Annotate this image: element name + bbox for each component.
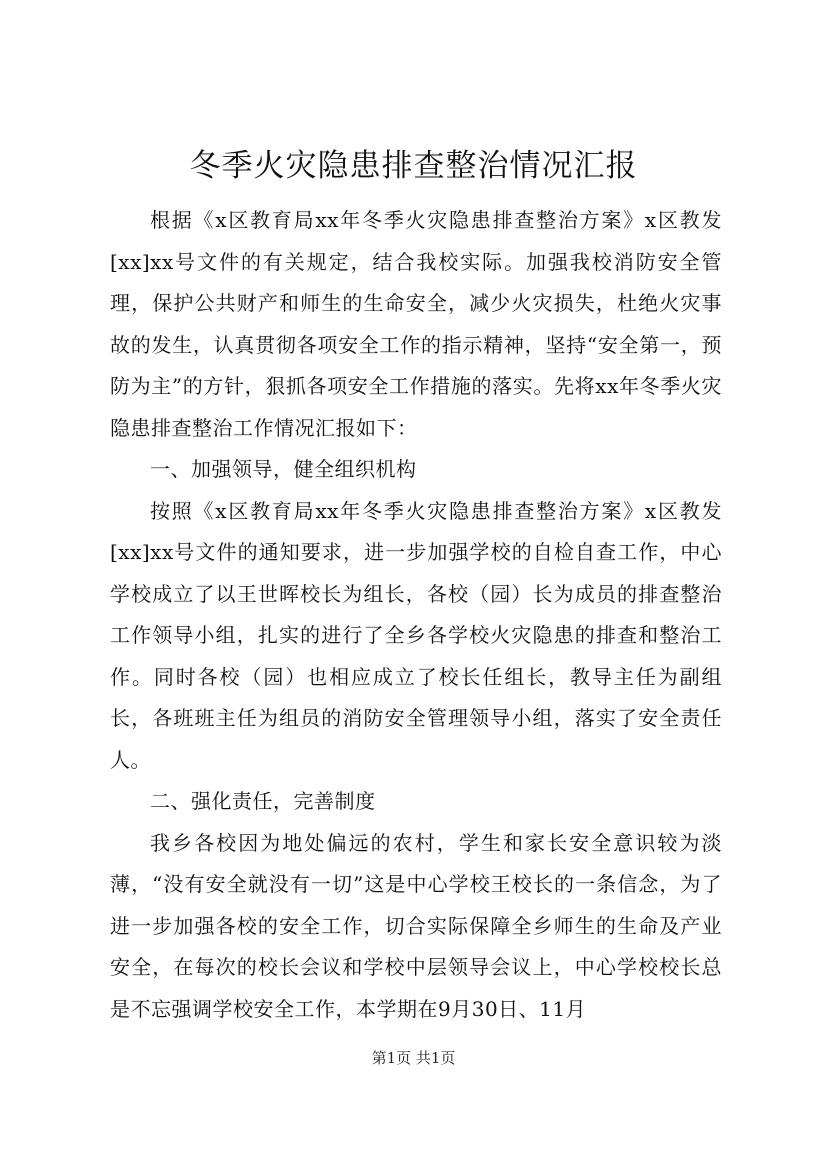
page-footer: 第1页 共1页 xyxy=(371,1049,456,1067)
section-2-paragraph: 我乡各校因为地处偏远的农村，学生和家长安全意识较为淡薄，“没有安全就没有一切”这是中心学校王校长的一条信念，为了进一步加强各校的安全工作，切合实际保障全乡师生的生命及产业安全，在每次的校长会议和学校中层领导会议上，中心学校校长总是不忘强调学校安全工作，本学期在9月30日、11月 xyxy=(110,830,722,1021)
section-heading-1: 一、加强领导，健全组织机构 xyxy=(150,457,417,481)
document-title: 冬季火灾隐患排查整治情况汇报 xyxy=(189,148,638,184)
section-heading-2: 二、强化责任，完善制度 xyxy=(150,789,376,813)
section-1-paragraph: 按照《x区教育局xx年冬季火灾隐患排查整治方案》x区教发[xx]xx号文件的通知要求，进一步加强学校的自检自查工作，中心学校成立了以王世晖校长为组长，各校（园）长为成员的排查整治工作领导小组，扎实的进行了全乡各学校火灾隐患的排查和整治工作。同时各校（园）也相应成立了校长任组长，教导主任为副组长，各班班主任为组员的消防安全管理领导小组，落实了安全责任人。 xyxy=(110,498,722,772)
document-body xyxy=(110,200,722,1030)
intro-paragraph: 根据《x区教育局xx年冬季火灾隐患排查整治方案》x区教发[xx]xx号文件的有关规定，结合我校实际。加强我校消防安全管理，保护公共财产和师生的生命安全，减少火灾损失，杜绝火灾事故的发生，认真贯彻各项安全工作的指示精神，坚持“安全第一，预防为主”的方针，狠抓各项安全工作措施的落实。先将xx年冬季火灾隐患排查整治工作情况汇报如下： xyxy=(110,208,722,440)
